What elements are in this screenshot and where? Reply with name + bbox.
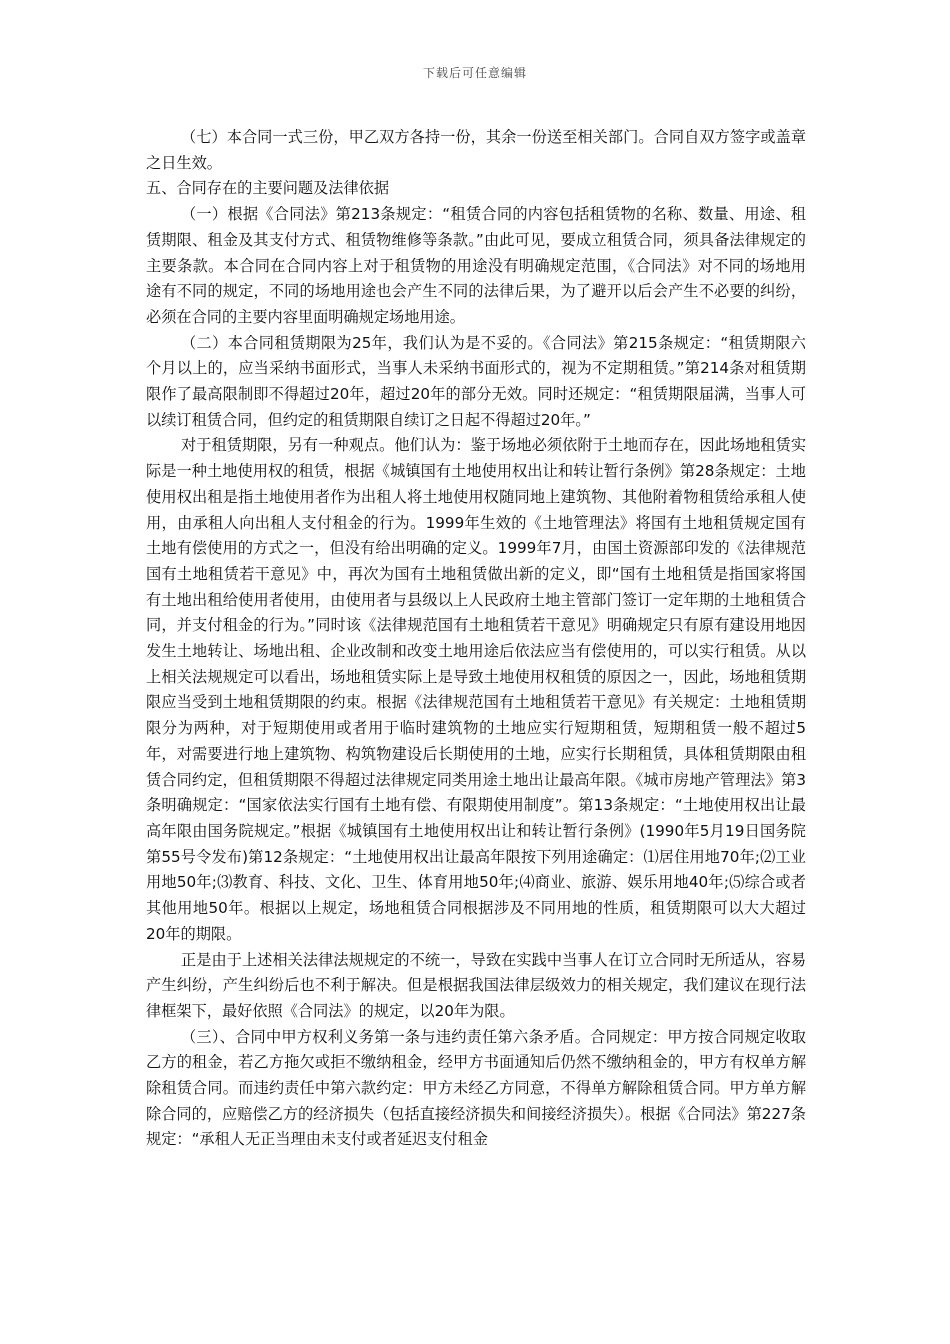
paragraph-issue-one: （一）根据《合同法》第213条规定：“租赁合同的内容包括租赁物的名称、数量、用途、租赁期限、租金及其支付方式、租赁物维修等条款。”由此可见，要成立租赁合同，须具备法律规定的主要条款。本合同在合同内容上对于租赁物的用途没有明确规定范围，《合同法》对不同的场地用途有不同的规定，不同的场地用途也会产生不同的法律后果，为了避开以后会产生不必要的纠纷，必须在合同的主要内容里面明确规定场地用途。: [146, 205, 806, 326]
paragraph-recommendation: 正是由于上述相关法律法规规定的不统一，导致在实践中当事人在订立合同时无所适从，容易产生纠纷，产生纠纷后也不利于解决。但是根据我国法律层级效力的相关规定，我们建议在现行法律框架下，最好依照《合同法》的规定，以20年为限。: [146, 950, 806, 1020]
document-body: [146, 125, 806, 1153]
paragraph-clause-seven: （七）本合同一式三份，甲乙双方各持一份，其余一份送至相关部门。合同自双方签字或盖章之日生效。: [146, 128, 806, 172]
paragraph-issue-two: （二）本合同租赁期限为25年，我们认为是不妥的。《合同法》第215条规定：“租赁期限六个月以上的，应当采纳书面形式，当事人未采纳书面形式的，视为不定期租赁。”第214条对租赁期限作了最高限制即不得超过20年，超过20年的部分无效。同时还规定：“租赁期限届满，当事人可以续订租赁合同，但约定的租赁期限自续订之日起不得超过20年。”: [146, 333, 806, 429]
section-heading-five: 五、合同存在的主要问题及法律依据: [146, 179, 389, 198]
paragraph-lease-term-view: 对于租赁期限，另有一种观点。他们认为：鉴于场地必须依附于土地而存在，因此场地租赁实际是一种土地使用权的租赁，根据《城镇国有土地使用权出让和转让暂行条例》第28条规定：土地使用权出租是指土地使用者作为出租人将土地使用权随同地上建筑物、其他附着物租赁给承租人使用，由承租人向出租人支付租金的行为。1999年生效的《土地管理法》将国有土地租赁规定国有土地有偿使用的方式之一，但没有给出明确的定义。1999年7月，由国土资源部印发的《法律规范国有土地租赁若干意见》中，再次为国有土地租赁做出新的定义，即“国有土地租赁是指国家将国有土地出租给使用者使用，由使用者与县级以上人民政府土地主管部门签订一定年期的土地租赁合同，并支付租金的行为。”同时该《法律规范国有土地租赁若干意见》明确规定只有原有建设用地因发生土地转让、场地出租、企业改制和改变土地用途后依法应当有偿使用的，可以实行租赁。从以上相关法规规定可以看出，场地租赁实际上是导致土地使用权租赁的原因之一，因此，场地租赁期限应当受到土地租赁期限的约束。根据《法律规范国有土地租赁若干意见》有关规定：土地租赁期限分为两种，对于短期使用或者用于临时建筑物的土地应实行短期租赁，短期租赁一般不超过5年，对需要进行地上建筑物、构筑物建设后长期使用的土地，应实行长期租赁，具体租赁期限由租赁合同约定，但租赁期限不得超过法律规定同类用途土地出让最高年限。《城市房地产管理法》第3条明确规定：“国家依法实行国有土地有偿、有限期使用制度”。第13条规定：“土地使用权出让最高年限由国务院规定。”根据《城镇国有土地使用权出让和转让暂行条例》(1990年5月19日国务院第55号令发布)第12条规定：“土地使用权出让最高年限按下列用途确定：⑴居住用地70年;⑵工业用地50年;⑶教育、科技、文化、卫生、体育用地50年;⑷商业、旅游、娱乐用地40年;⑸综合或者其他用地50年。根据以上规定，场地租赁合同根据涉及不同用地的性质，租赁期限可以大大超过20年的期限。: [146, 436, 806, 943]
page-header: 下载后可任意编辑: [422, 66, 527, 80]
paragraph-issue-three: （三）、合同中甲方权利义务第一条与违约责任第六条矛盾。合同规定：甲方按合同规定收取乙方的租金，若乙方拖欠或拒不缴纳租金，经甲方书面通知后仍然不缴纳租金的，甲方有权单方解除租赁合同。而违约责任中第六款约定：甲方未经乙方同意，不得单方解除租赁合同。甲方单方解除合同的，应赔偿乙方的经济损失（包括直接经济损失和间接经济损失）。根据《合同法》第227条规定：“承租人无正当理由未支付或者延迟支付租金: [146, 1027, 806, 1149]
